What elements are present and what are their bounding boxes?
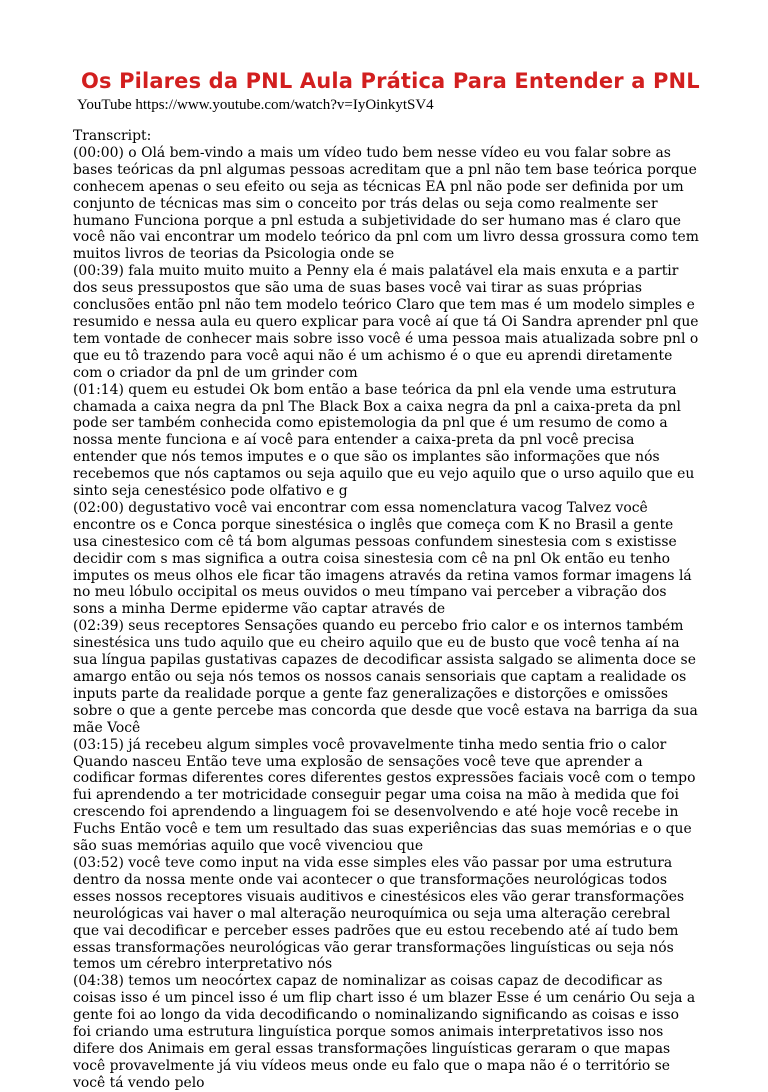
transcript-segment: (01:14) quem eu estudei Ok bom então a base teórica da pnl ela vende uma estrutura chamada a caixa negra da pnl The Black Box a caixa negra da pnl a caixa-preta da pnl pode ser também conhecida como epistemologia da pnl que é um resumo de como a nossa mente funciona e aí você para entender a caixa-preta da pnl você precisa entender que nós temos imputes e o que são os implantes são informações que nós recebemos que nós captamos ou seja aquilo que eu vejo aquilo que o urso aquilo que eu sinto seja cenestésico pode olfativo e g	[73, 381, 695, 500]
transcript-segment: (02:39) seus receptores Sensações quando eu percebo frio calor e os internos também sinestésica uns tudo aquilo que eu cheiro aquilo que eu de busto que você tenha aí na sua língua papilas gustativas capazes de decodificar assista salgado se alimenta doce se amargo então ou seja nós temos os nossos canais sensoriais que captam a realidade os inputs parte da realidade porque a gente faz generalizações e distorções e omissões sobre o que a gente percebe mas concorda que desde que você estava na barriga da sua mãe Você	[73, 618, 698, 736]
transcript-segment: (03:15) já recebeu algum simples você provavelmente tinha medo sentia frio o calor Quando nasceu Então teve uma explosão de sensações você teve que aprender a codificar formas diferentes cores diferentes gestos expressões faciais você com o tempo fui aprendendo a ter motricidade conseguir pegar uma coisa na mão à medida que foi crescendo foi aprendendo a linguagem foi se desenvolvendo e até hoje você recebe in Fuchs Então você e tem um resultado das suas experiências das suas memórias e o que são suas memórias aquilo que você vivenciou que	[73, 736, 696, 855]
transcript-segment: (00:39) fala muito muito muito a Penny ela é mais palatável ela mais enxuta e a partir dos seus pressupostos que são uma de suas bases você vai tirar as suas próprias conclusões então pnl não tem modelo teórico Claro que tem mas é um modelo simples e resumido e nessa aula eu quero explicar para você aí que tá Oi Sandra aprender pnl que tem vontade de conhecer mais sobre isso você é uma pessoa mais atualizada sobre pnl o que eu tô trazendo para você aqui não é um achismo é o que eu aprendi diretamente com o criador da pnl de um grinder com	[73, 263, 699, 381]
transcript-segment: (00:00) o Olá bem-vindo a mais um vídeo tudo bem nesse vídeo eu vou falar sobre as bases teóricas da pnl algumas pessoas acreditam que a pnl não tem base teórica porque conhecem apenas o seu efeito ou seja as técnicas EA pnl não pode ser definida por um conjunto de técnicas mas sim o conceito por trás delas ou seja como realmente ser humano Funciona porque a pnl estuda a subjetividade do ser humano mas é claro que você não vai encontrar um modelo teórico da pnl com um livro dessa grossura como tem muitos livros de teorias da Psicologia onde se	[73, 144, 699, 263]
transcript-segment: (04:38) temos um neocórtex capaz de nominalizar as coisas capaz de decodificar as coisas isso é um pincel isso é um flip chart isso é um blazer Esse é um cenário Ou seja a gente foi ao longo da vida decodificando o nominalizando significando as coisas e isso foi criando uma estrutura linguística porque somos animais interpretativos isso nos difere dos Animais em geral essas transformações linguísticas geraram o que mapas você provavelmente já viu vídeos meus onde eu falo que o mapa não é o território se você tá vendo pelo	[73, 973, 696, 1091]
document-title: Os Pilares da PNL Aula Prática Para Entender a PNL	[81, 69, 700, 93]
video-source-link[interactable]: YouTube https://www.youtube.com/watch?v=IyOinkytSV4	[77, 97, 434, 113]
transcript-segment: (02:00) degustativo você vai encontrar com essa nomenclatura vacog Talvez você encontre os e Conca porque sinestésica o inglês que começa com K no Brasil a gente usa cinestesico com cê tá bom algumas pessoas confundem sinestesia com s existisse decidir com s mas significa a outra coisa sinestesia com cê na pnl Ok então eu tenho imputes os meus olhos ele ficar tão imagens através da retina vamos formar imagens lá no meu lóbulo occipital os meus ouvidos o meu tímpano vai perceber a vibração dos sons a minha Derme epiderme vão captar através de	[73, 499, 692, 618]
transcript-body	[73, 128, 699, 1092]
transcript-label: Transcript:	[73, 128, 152, 144]
transcript-segment: (03:52) você teve como input na vida esse simples eles vão passar por uma estrutura dentro da nossa mente onde vai acontecer o que transformações neurológicas todos esses nossos receptores visuais auditivos e cinestésicos eles vão gerar transformações neurológicas vai haver o mal alteração neuroquímica ou seja uma alteração cerebral que vai decodificar e perceber esses padrões que eu estou recebendo até aí tudo bem essas transformações neurológicas vão gerar transformações linguísticas ou seja nós temos um cérebro interpretativo nós	[73, 854, 685, 973]
